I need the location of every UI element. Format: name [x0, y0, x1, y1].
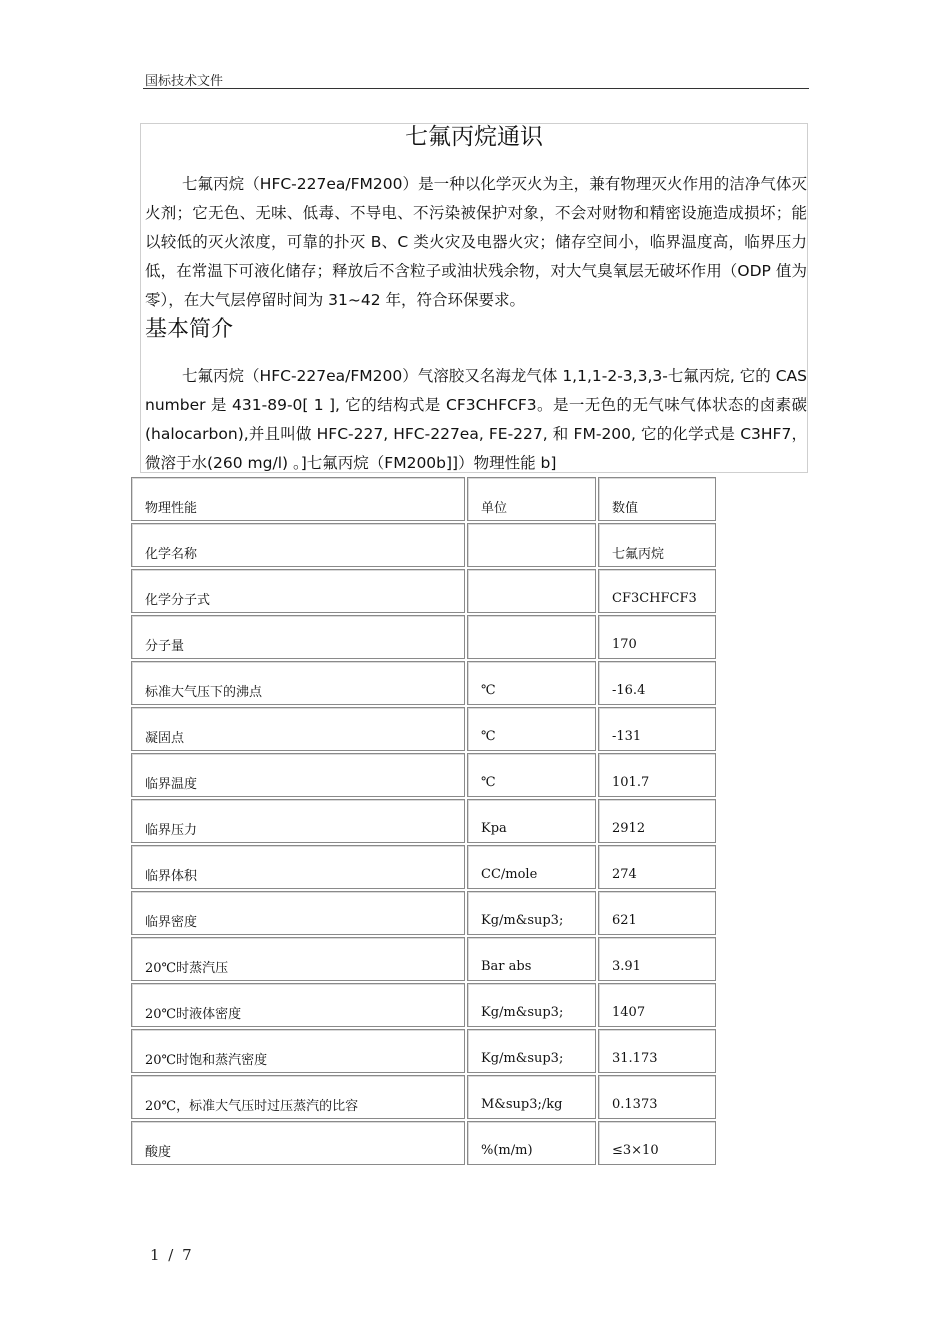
- table-row: [131, 477, 716, 521]
- unit-cell: Kg/m&sup3;: [467, 983, 596, 1027]
- unit-cell: Kpa: [467, 799, 596, 843]
- value-cell: 0.1373: [598, 1075, 716, 1119]
- properties-table-body: [131, 477, 716, 1165]
- unit-cell: Kg/m&sup3;: [467, 891, 596, 935]
- properties-table: [129, 475, 718, 1167]
- property-cell: 凝固点: [131, 707, 465, 751]
- value-cell: 1407: [598, 983, 716, 1027]
- value-cell: -16.4: [598, 661, 716, 705]
- table-row: [131, 523, 716, 567]
- value-cell: 3.91: [598, 937, 716, 981]
- unit-cell: 单位: [467, 477, 596, 521]
- value-cell: 七氟丙烷: [598, 523, 716, 567]
- table-row: [131, 891, 716, 935]
- table-row: [131, 1075, 716, 1119]
- unit-cell: M&sup3;/kg: [467, 1075, 596, 1119]
- value-cell: -131: [598, 707, 716, 751]
- table-row: [131, 1121, 716, 1165]
- property-cell: 物理性能: [131, 477, 465, 521]
- table-row: [131, 983, 716, 1027]
- table-row: [131, 799, 716, 843]
- unit-cell: ℃: [467, 753, 596, 797]
- value-cell: 31.173: [598, 1029, 716, 1073]
- unit-cell: [467, 615, 596, 659]
- unit-cell: %(m/m): [467, 1121, 596, 1165]
- table-row: [131, 661, 716, 705]
- table-row: [131, 1029, 716, 1073]
- table-row: [131, 569, 716, 613]
- document-header-label: 国标技术文件: [145, 74, 224, 89]
- unit-cell: CC/mole: [467, 845, 596, 889]
- property-cell: 分子量: [131, 615, 465, 659]
- property-cell: 临界温度: [131, 753, 465, 797]
- page-number: 1 / 7: [150, 1246, 194, 1264]
- page-title: 七氟丙烷通识: [405, 124, 543, 150]
- table-row: [131, 615, 716, 659]
- table-row: [131, 707, 716, 751]
- property-cell: 临界密度: [131, 891, 465, 935]
- property-cell: 20℃时饱和蒸汽密度: [131, 1029, 465, 1073]
- unit-cell: ℃: [467, 661, 596, 705]
- value-cell: ≤3×10: [598, 1121, 716, 1165]
- unit-cell: [467, 569, 596, 613]
- section-paragraph: 七氟丙烷（HFC-227ea/FM200）气溶胶又名海龙气体 1,1,1-2-3,3,3-七氟丙烷, 它的 CAS number 是 431-89-0[ 1 ], 它的结构式是 CF3CHFCF3。是一无色的无气味气体状态的卤素碳(halocarbon),并且叫做 HFC-227, HFC-227ea, FE-227, 和 FM-200, 它的化学式是 C3HF7，微溶于水(260 mg/l) 。]七氟丙烷（FM200b]]）物理性能 b]: [145, 367, 807, 472]
- value-cell: 2912: [598, 799, 716, 843]
- table-row: [131, 753, 716, 797]
- table-row: [131, 845, 716, 889]
- value-cell: 621: [598, 891, 716, 935]
- value-cell: 数值: [598, 477, 716, 521]
- value-cell: 170: [598, 615, 716, 659]
- unit-cell: [467, 523, 596, 567]
- property-cell: 化学分子式: [131, 569, 465, 613]
- property-cell: 标准大气压下的沸点: [131, 661, 465, 705]
- value-cell: CF3CHFCF3: [598, 569, 716, 613]
- property-cell: 临界压力: [131, 799, 465, 843]
- unit-cell: Kg/m&sup3;: [467, 1029, 596, 1073]
- property-cell: 临界体积: [131, 845, 465, 889]
- section-heading: 基本简介: [145, 317, 234, 342]
- value-cell: 101.7: [598, 753, 716, 797]
- property-cell: 酸度: [131, 1121, 465, 1165]
- header-divider: [143, 88, 809, 89]
- unit-cell: Bar abs: [467, 937, 596, 981]
- property-cell: 20℃时蒸汽压: [131, 937, 465, 981]
- property-cell: 20℃时液体密度: [131, 983, 465, 1027]
- value-cell: 274: [598, 845, 716, 889]
- unit-cell: ℃: [467, 707, 596, 751]
- property-cell: 化学名称: [131, 523, 465, 567]
- property-cell: 20℃，标准大气压时过压蒸汽的比容: [131, 1075, 465, 1119]
- intro-paragraph: 七氟丙烷（HFC-227ea/FM200）是一种以化学灭火为主，兼有物理灭火作用的洁净气体灭火剂；它无色、无味、低毒、不导电、不污染被保护对象，不会对财物和精密设施造成损坏；能以较低的灭火浓度，可靠的扑灭 B、C 类火灾及电器火灾；储存空间小，临界温度高，临界压力低，在常温下可液化储存；释放后不含粒子或油状残余物，对大气臭氧层无破坏作用（ODP 值为零），在大气层停留时间为 31~42 年，符合环保要求。: [145, 175, 807, 309]
- table-row: [131, 937, 716, 981]
